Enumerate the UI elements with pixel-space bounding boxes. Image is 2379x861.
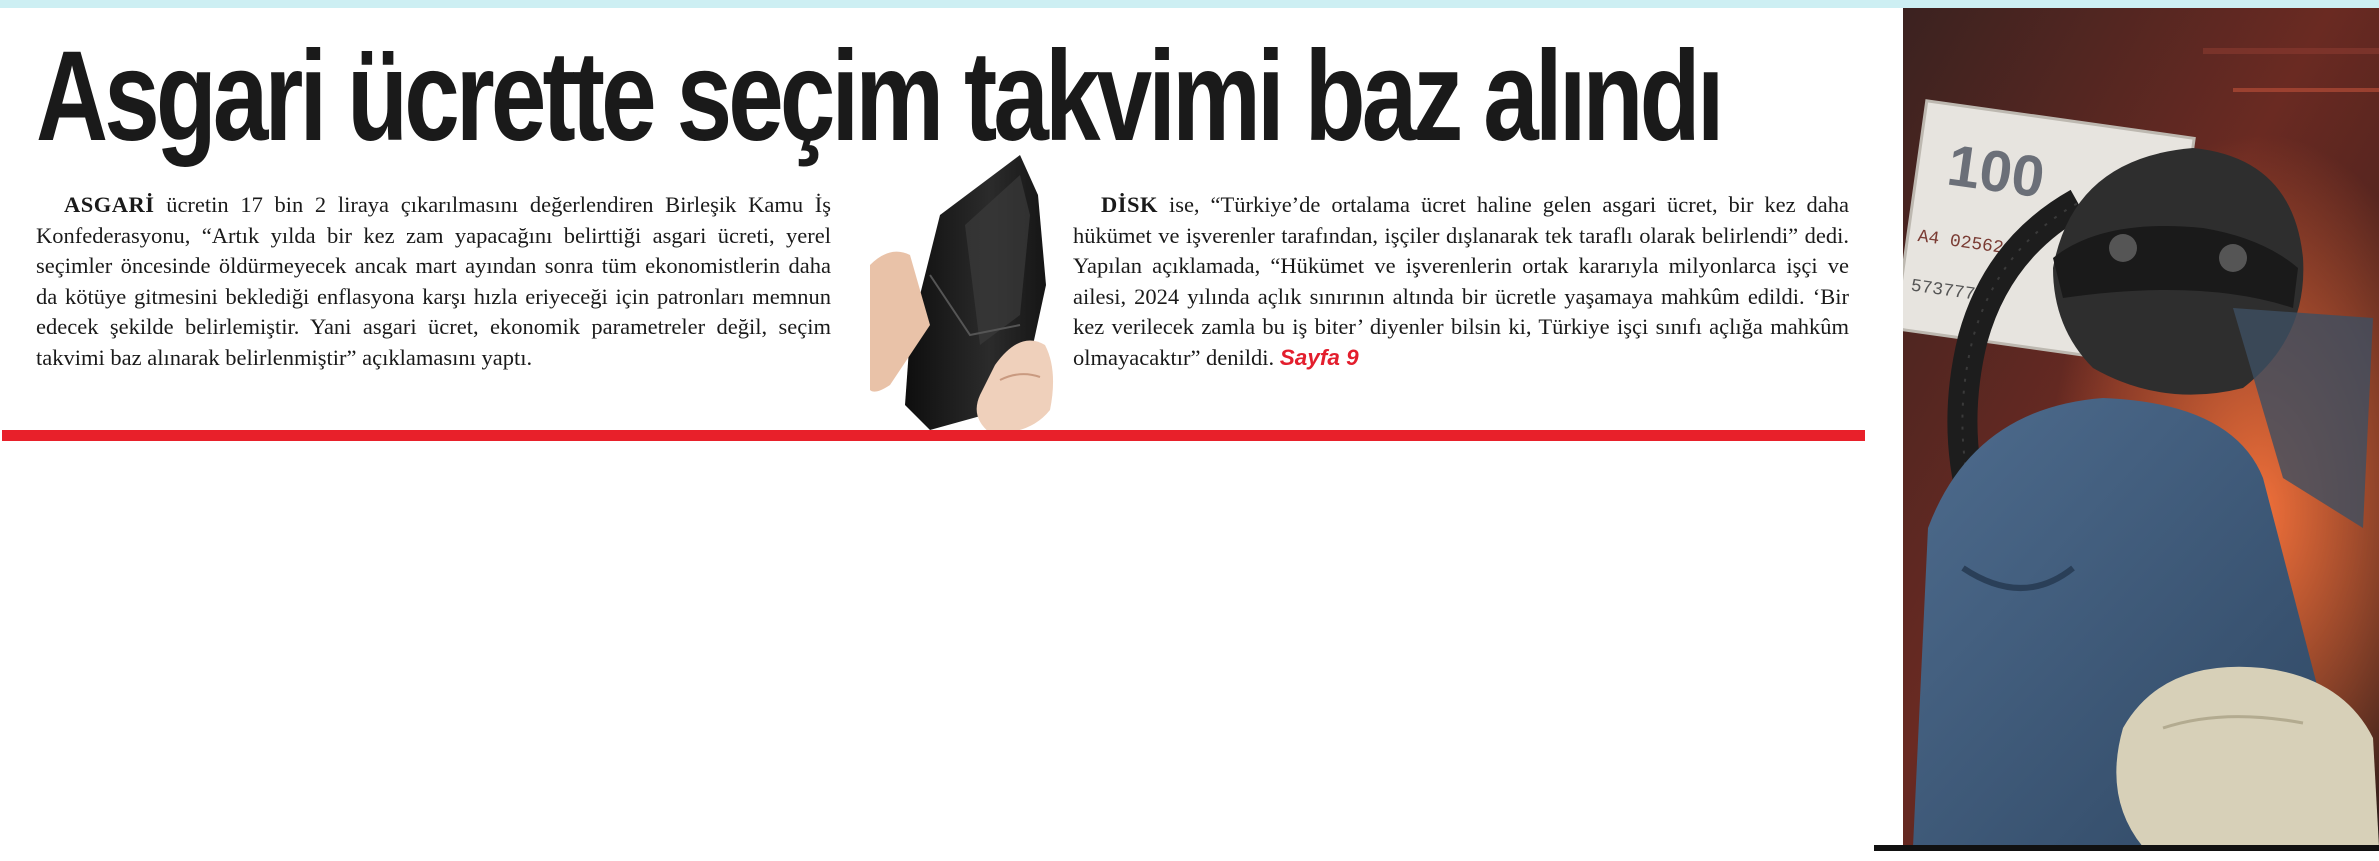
banknote-serial: A4 025620 <box>1916 226 2016 261</box>
left-lead: ASGARİ <box>64 192 155 217</box>
photo-base-rule <box>1874 845 2379 851</box>
page-reference[interactable]: Sayfa 9 <box>1279 344 1359 370</box>
banknote-serial-2: 573777 <box>1909 276 1977 306</box>
banknote-value: 100 <box>1943 132 2049 211</box>
right-column <box>1073 190 1849 373</box>
left-column <box>36 190 831 373</box>
welder-photo <box>1903 8 2379 847</box>
right-body: ise, “Türkiye’de ortalama ücret haline gelen asgari ücret, bir kez daha hükümet ve işverenler tarafından, işçiler dışlanarak tek taraflı olarak belirlendi” dedi. Yapılan açıklamada, “Hükümet ve işverenlerin ortak kararıyla milyonlarca işçi ve ailesi, 2024 yılında açlık sınırının altında bir ücretle yaşamaya mahkûm edildi. ‘Bir kez verilecek zamla bu iş biter’ diyenler bilsin ki, Türkiye işçi sınıfı açlığa mahkûm olmayacaktır” denildi. <box>1073 192 1849 370</box>
right-lead: DİSK <box>1101 192 1159 217</box>
headline: Asgari ücrette seçim takvimi baz alındı <box>36 25 1721 168</box>
left-body: ücretin 17 bin 2 liraya çıkarılmasını değerlendiren Birleşik Kamu İş Konfederasyonu, “Artık yılda bir kez zam yapacağını belirttiği asgari ücreti, yerel seçimler öncesinde öldürmeyecek ancak mart ayından sonra tüm ekonomistlerin daha da kötüye gitmesini beklediği enflasyona karşı hızla eriyeceği için patronları memnun edecek şekilde belirlemiştir. Yani asgari ücret, ekonomik parametreler değil, seçim takvimi baz alınarak belirlenmiştir” açıklamasını yaptı. <box>36 192 831 370</box>
welder-illustration <box>1903 8 2379 847</box>
red-rule <box>2 430 1865 441</box>
wallet-photo <box>870 155 1058 435</box>
top-rule <box>0 0 2379 8</box>
